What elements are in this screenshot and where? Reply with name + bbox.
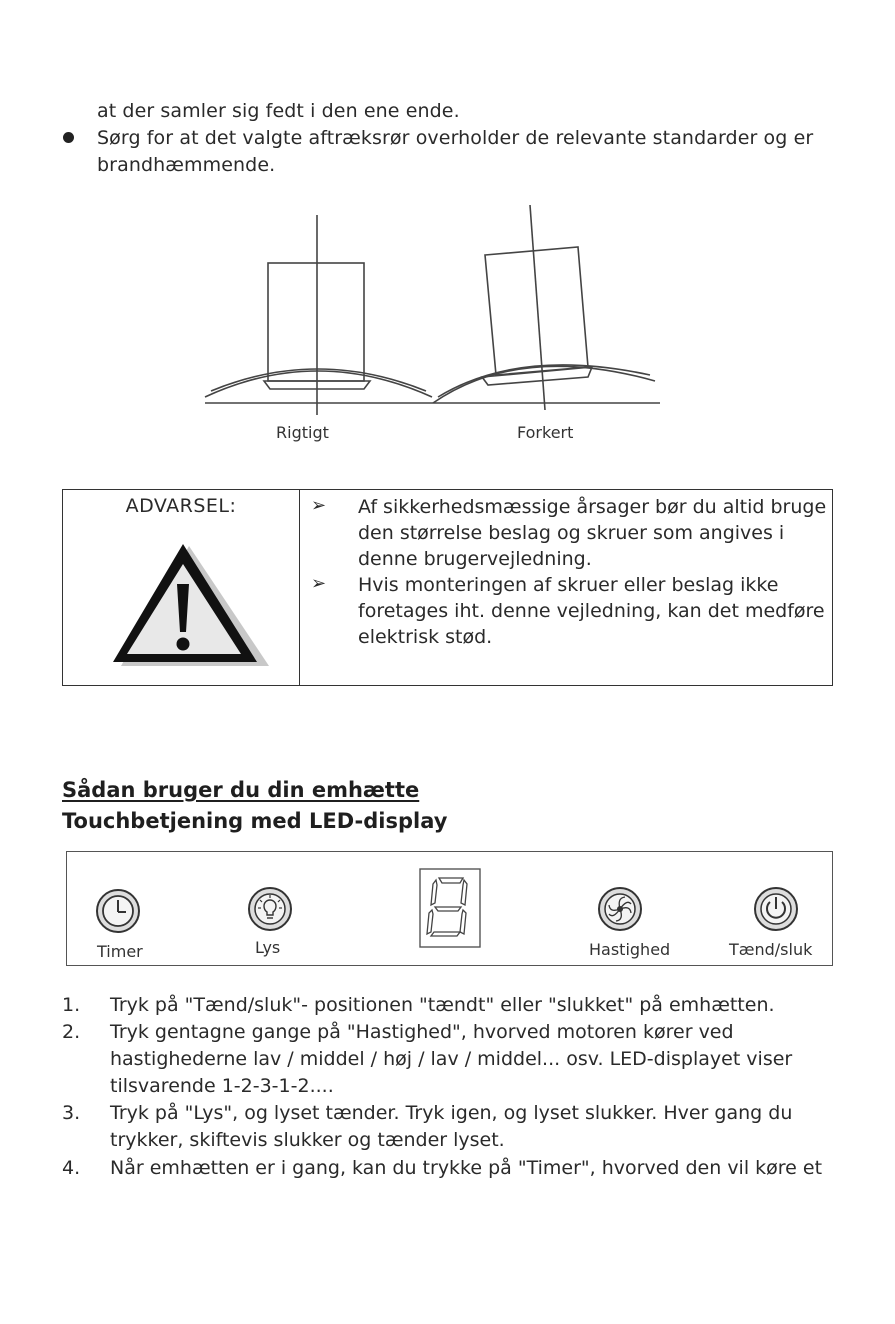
- wrong-hood-drawing: [433, 205, 655, 410]
- power-label: Tænd/sluk: [729, 940, 813, 959]
- step-1-line-1: Tryk på "Tænd/sluk"- positionen "tændt" eller "slukket" på emhætten.: [110, 994, 775, 1016]
- step-4-line-1: Når emhætten er i gang, kan du trykke på "Timer", hvorved den vil køre et: [110, 1157, 823, 1179]
- light-label: Lys: [255, 938, 281, 957]
- step-2-line-1: Tryk gentagne gange på "Hastighed", hvorved motoren kører ved: [110, 1021, 734, 1043]
- step-4-number: 4.: [62, 1157, 81, 1179]
- warning-title: ADVARSEL:: [125, 495, 237, 517]
- warning-item-1-line-1: Af sikkerhedsmæssige årsager bør du altid bruge: [358, 496, 827, 518]
- fan-icon[interactable]: [597, 886, 643, 932]
- caption-wrong: Forkert: [517, 423, 574, 442]
- step-3-number: 3.: [62, 1102, 81, 1124]
- warning-item-1-line-3: denne brugervejledning.: [358, 548, 592, 570]
- seven-segment-display: [419, 868, 481, 948]
- control-panel: [66, 851, 833, 966]
- warning-arrow-2: ➢: [311, 573, 327, 594]
- bullet-text-line-2: brandhæmmende.: [97, 154, 276, 176]
- warning-divider: [299, 490, 300, 685]
- step-3-line-1: Tryk på "Lys", og lyset tænder. Tryk igen, og lyset slukker. Hver gang du: [110, 1102, 793, 1124]
- section-subheading: Touchbetjening med LED-display: [62, 809, 448, 833]
- warning-box: [62, 489, 833, 686]
- correct-hood-drawing: [205, 215, 432, 415]
- warning-triangle-icon: [111, 540, 276, 670]
- step-2-number: 2.: [62, 1021, 81, 1043]
- clock-icon[interactable]: [95, 888, 141, 934]
- warning-item-2-line-3: elektrisk stød.: [358, 626, 493, 648]
- step-2-line-3: tilsvarende 1-2-3-1-2....: [110, 1075, 334, 1097]
- step-3-line-2: trykker, skiftevis slukker og tænder lyset.: [110, 1129, 505, 1151]
- hood-installation-figure: [200, 195, 670, 450]
- bullet-dot: [63, 132, 74, 143]
- step-1-number: 1.: [62, 994, 81, 1016]
- timer-label: Timer: [97, 942, 143, 961]
- intro-line: at der samler sig fedt i den ene ende.: [97, 100, 460, 122]
- warning-item-2-line-2: foretages iht. denne vejledning, kan det medføre: [358, 600, 825, 622]
- bullet-text-line-1: Sørg for at det valgte aftræksrør overholder de relevante standarder og er: [97, 127, 814, 149]
- power-icon[interactable]: [753, 886, 799, 932]
- light-bulb-icon[interactable]: [247, 886, 293, 932]
- step-2-line-2: hastighederne lav / middel / høj / lav / middel... osv. LED-displayet viser: [110, 1048, 793, 1070]
- caption-correct: Rigtigt: [276, 423, 329, 442]
- section-heading: Sådan bruger du din emhætte: [62, 778, 420, 802]
- warning-arrow-1: ➢: [311, 495, 327, 516]
- speed-label: Hastighed: [589, 940, 671, 959]
- warning-item-2-line-1: Hvis monteringen af skruer eller beslag ikke: [358, 574, 779, 596]
- warning-item-1-line-2: den størrelse beslag og skruer som angives i: [358, 522, 785, 544]
